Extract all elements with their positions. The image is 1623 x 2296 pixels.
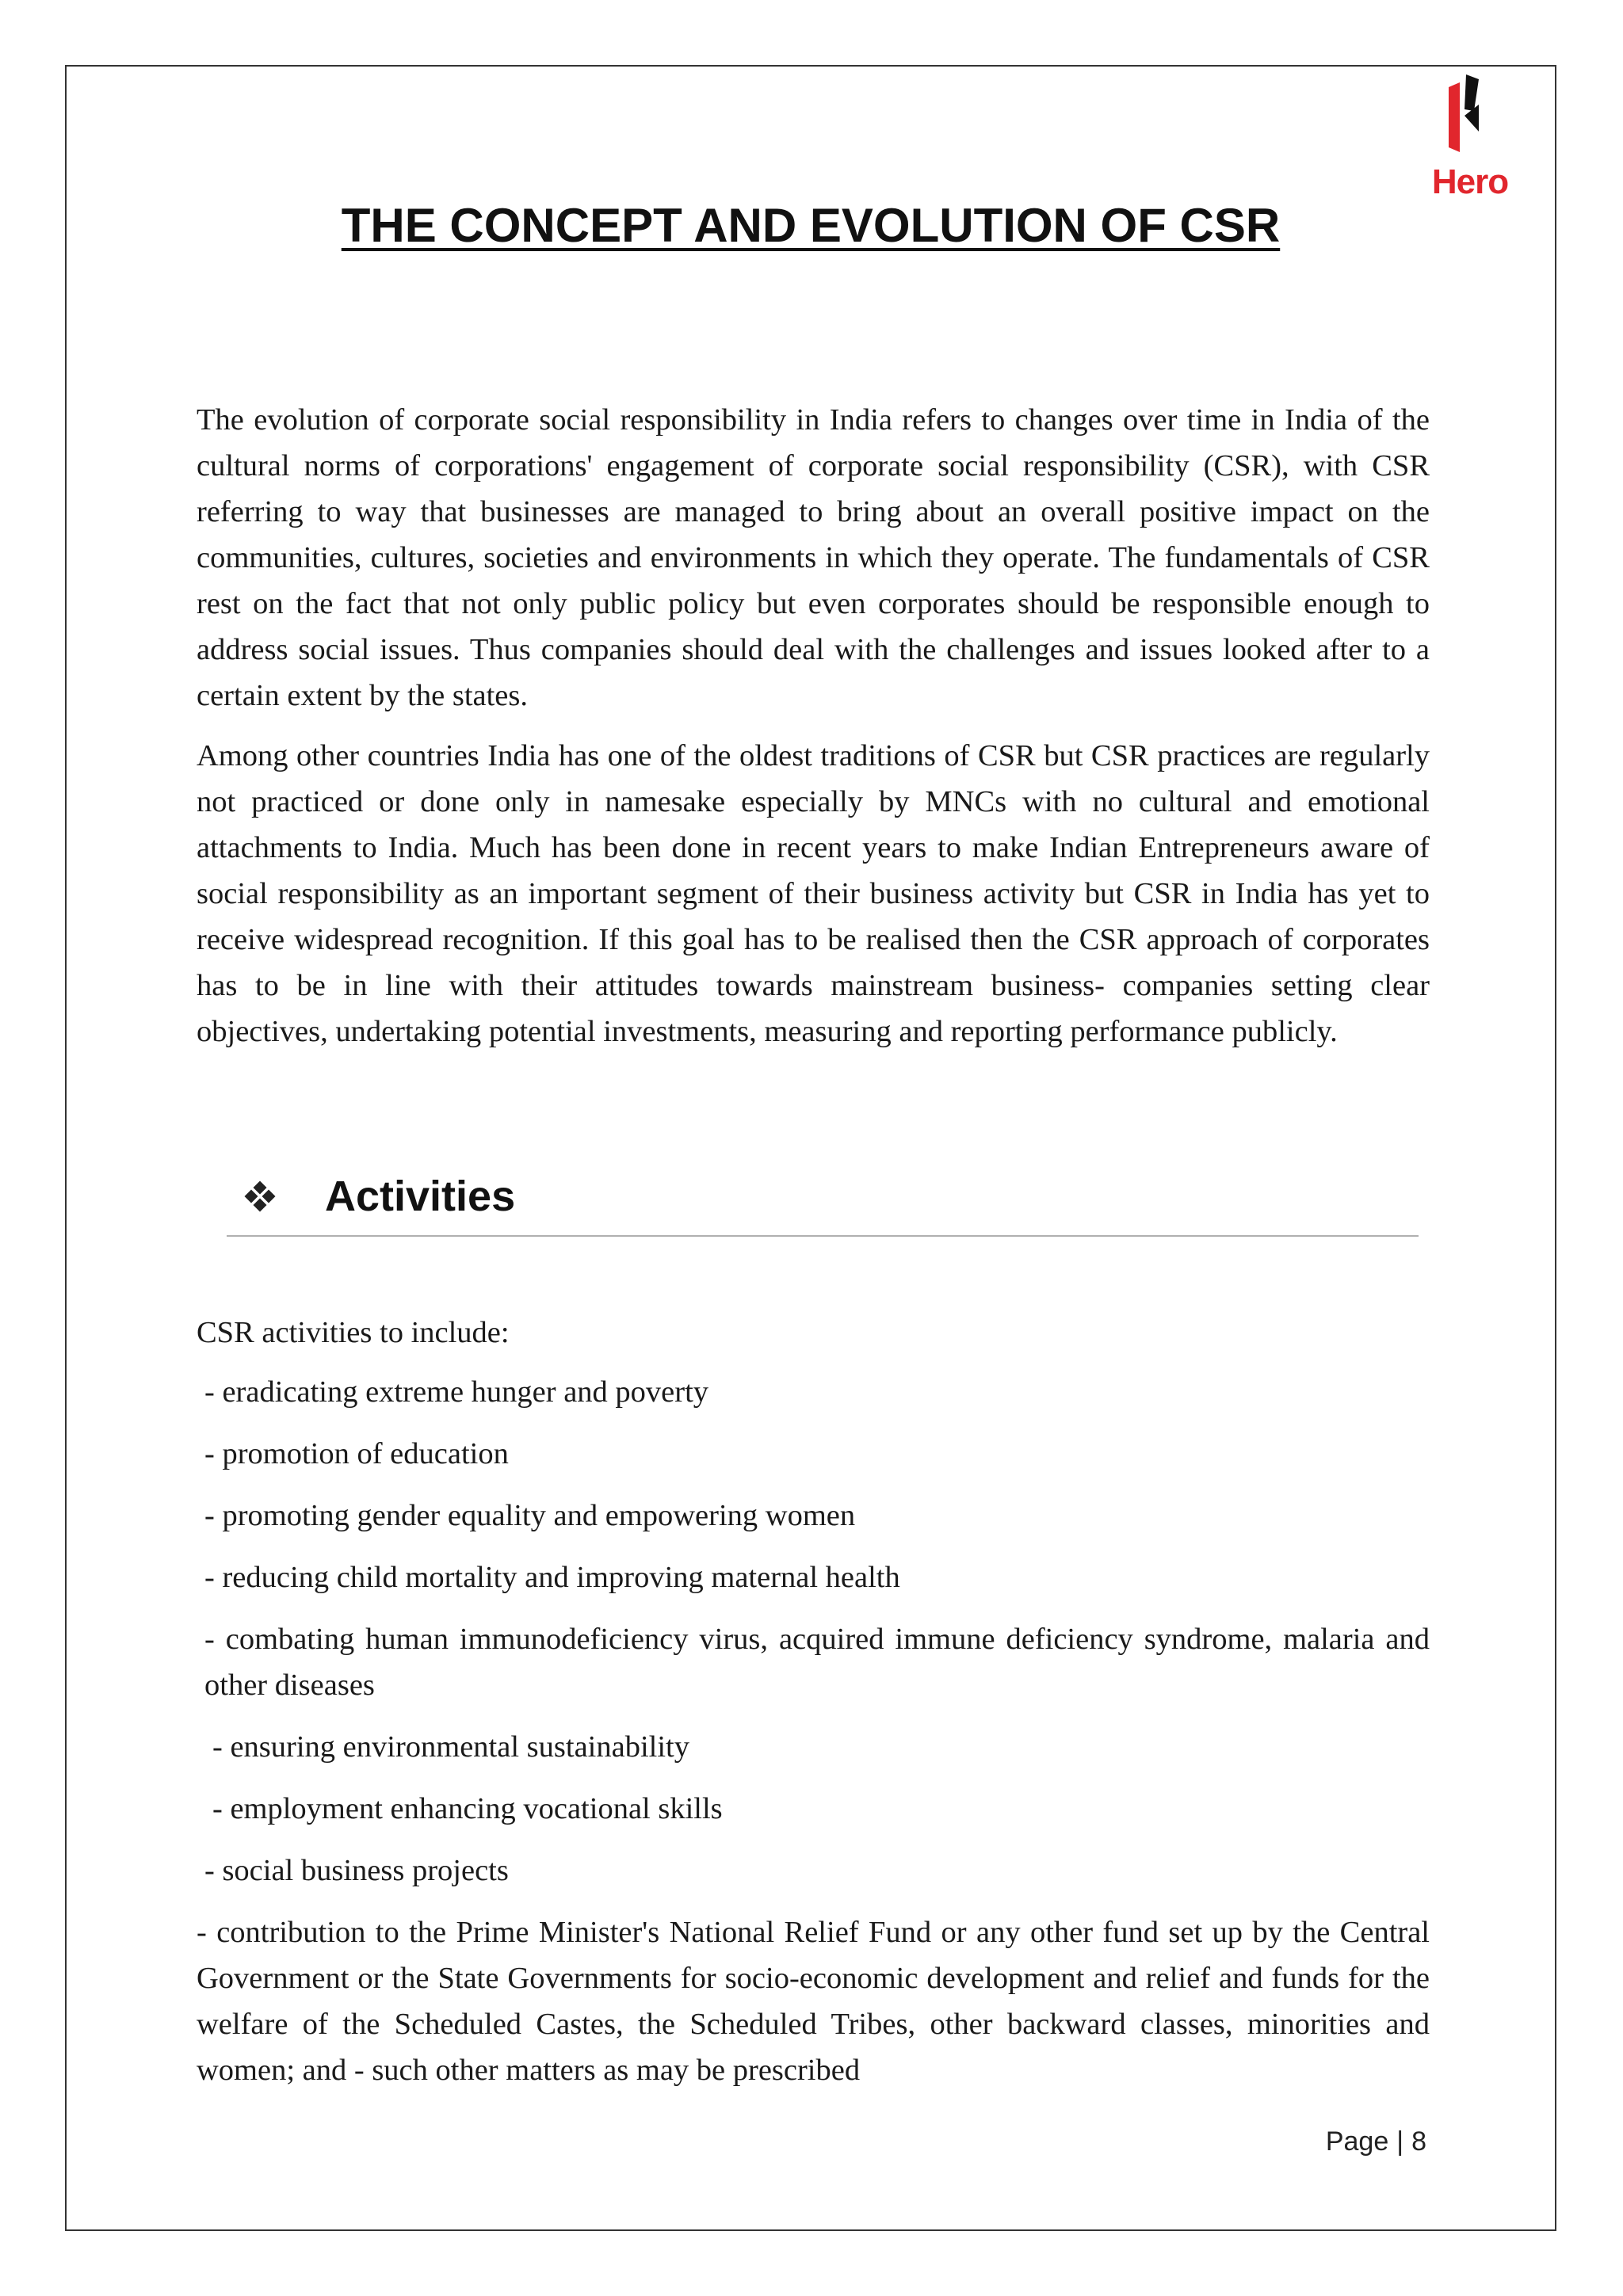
section-title: Activities (325, 1173, 516, 1220)
list-item: - reducing child mortality and improving maternal health (204, 1561, 900, 1594)
list-item: - contribution to the Prime Minister's National Relief Fund or any other fund set up by the Central Government or the State Governments for socio-economic development and relief and funds for the welfare of the Scheduled Castes, the Scheduled Tribes, other backward classes, minorities and women; and - such other matters as may be prescribed (197, 1916, 1430, 2087)
section-heading-activities (246, 1169, 515, 1224)
page-number: 8 (1411, 2126, 1426, 2157)
activities-list (197, 1369, 1430, 2109)
four-diamond-bullet-icon (246, 1182, 274, 1211)
hero-h-icon (1419, 73, 1522, 160)
activities-intro: CSR activities to include: (197, 1316, 510, 1349)
paragraph-evolution: The evolution of corporate social responsibility in India refers to changes over time in India of the cultural norms of corporations' engagement of corporate social responsibility (CSR), with CSR referring to way that businesses are managed to bring about an overall positive impact on the communities, cultures, societies and environments in which they operate. The fundamentals of CSR rest on the fact that not only public policy but even corporates should be responsible enough to address social issues. Thus companies should deal with the challenges and issues looked after to a certain extent by the states. (197, 403, 1430, 712)
hero-logo-text: Hero (1431, 162, 1509, 201)
list-item: - ensuring environmental sustainability (212, 1730, 689, 1764)
list-item: - eradicating extreme hunger and poverty (204, 1375, 709, 1409)
page-title-text: THE CONCEPT AND EVOLUTION OF CSR (341, 199, 1281, 252)
list-item: - employment enhancing vocational skills (212, 1792, 723, 1825)
paragraph-india-traditions: Among other countries India has one of the oldest traditions of CSR but CSR practices are regularly not practiced or done only in namesake especially by MNCs with no cultural and emotional attachments to India. Much has been done in recent years to make Indian Entrepreneurs aware of social responsibility as an important segment of their business activity but CSR in India has yet to receive widespread recognition. If this goal has to be realised then the CSR approach of corporates has to be in line with their attitudes towards mainstream business- companies setting clear objectives, undertaking potential investments, measuring and reporting performance publicly. (197, 739, 1430, 1048)
page-title (269, 198, 1352, 253)
page-number-footer (1326, 2126, 1426, 2157)
section-divider (227, 1235, 1419, 1237)
list-item: - promotion of education (204, 1437, 509, 1470)
list-item: - social business projects (204, 1854, 509, 1887)
list-item: - promoting gender equality and empowering women (204, 1499, 856, 1532)
list-item: - combating human immunodeficiency virus, acquired immune deficiency syndrome, malaria and other diseases (204, 1623, 1430, 1702)
hero-logo (1419, 73, 1522, 208)
page-label: Page (1325, 2126, 1389, 2157)
page-separator: | (1396, 2126, 1404, 2157)
